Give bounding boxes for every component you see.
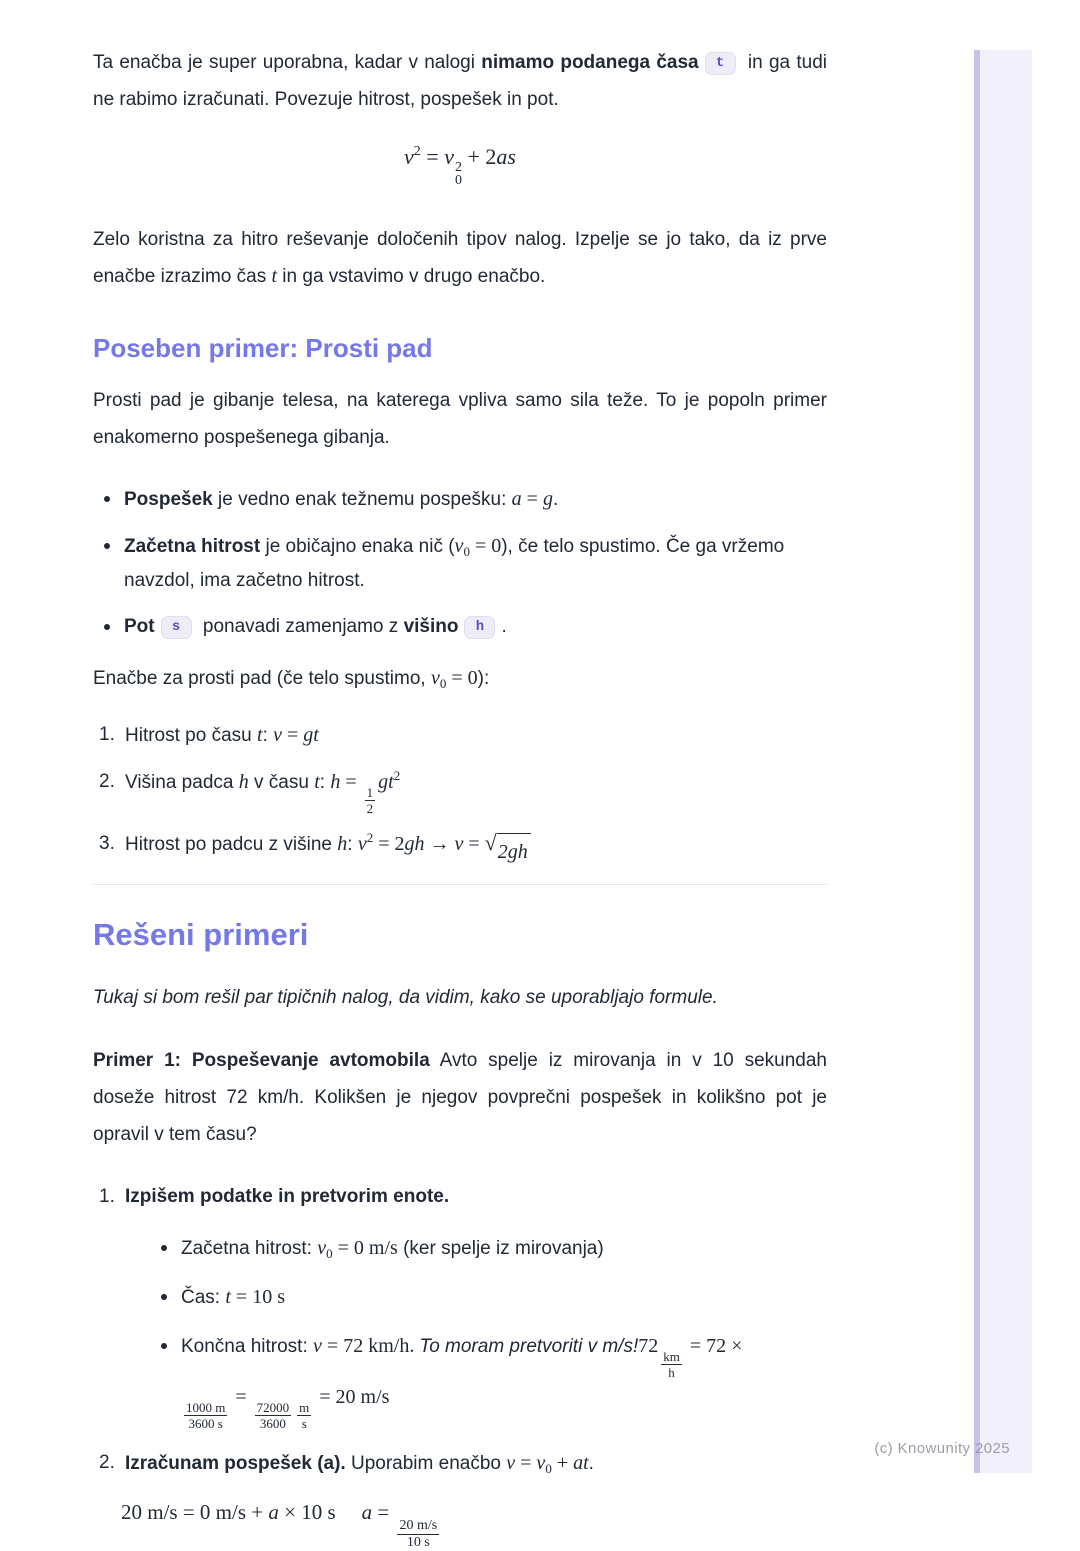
- text-run: Čas:: [181, 1287, 226, 1308]
- list-item-initial-velocity: [93, 529, 827, 598]
- math-var: v: [404, 144, 414, 169]
- math-op: =: [372, 1500, 395, 1524]
- inline-math: $\frac{1000 m}{3600 s}$ = $\frac{72000}{3600}$ $\frac{m}{s}$ = 20 m/s: [186, 1386, 390, 1431]
- list-number: 3.: [99, 833, 115, 854]
- text-run: Začetna hitrost:: [181, 1238, 318, 1259]
- list-item-acceleration: [93, 482, 827, 517]
- inline-math: $v_0 = 0$: [454, 535, 502, 559]
- text-run: Hitrost po padcu z višine: [125, 834, 338, 855]
- math-op: × 10 s: [278, 1500, 336, 1524]
- math-op: + 2: [461, 144, 497, 169]
- text-run: v času: [248, 772, 315, 793]
- square-root: √ 2gh: [485, 833, 531, 870]
- code-badge-s: s: [161, 616, 192, 639]
- text-run: ), če telo spustimo. Če ga vržemo navzdol, ima začetno hitrost.: [124, 536, 785, 591]
- math-sup: 2: [454, 160, 462, 175]
- next-page-edge-preview[interactable]: [974, 50, 1032, 1473]
- text-run: ponavadi zamenjamo z: [197, 616, 404, 637]
- math-var: h: [337, 833, 348, 855]
- math-op: 20 m/s = 0 m/s +: [121, 1500, 269, 1524]
- step-item-data: [93, 1179, 827, 1431]
- text-run: je vedno enak težnemu pospešku:: [212, 489, 512, 510]
- section-divider: [93, 884, 827, 885]
- text-run: :: [319, 772, 331, 793]
- math-var: t: [257, 724, 263, 746]
- italic-note: To moram pretvoriti v m/s!: [419, 1336, 639, 1357]
- math-sub: 0: [454, 173, 462, 188]
- inline-math: h = $\frac{1}{2}$ $gt^2$: [330, 768, 401, 816]
- math-op: =: [420, 144, 445, 169]
- text-run: Višina padca: [125, 772, 239, 793]
- free-fall-properties-list: [93, 482, 827, 644]
- display-formula-v-squared: [93, 144, 827, 187]
- bold-text: nimamo podanega časa: [481, 52, 699, 73]
- equation-item-velocity: [93, 717, 827, 754]
- data-item-time: [153, 1280, 827, 1315]
- bold-text: višino: [403, 616, 459, 637]
- fraction: $\frac{km}{h}$: [663, 1349, 680, 1380]
- paragraph-examples-intro: Tukaj si bom rešil par tipičnih nalog, da vidim, kako se uporabljajo formule.: [93, 987, 718, 1008]
- fraction: $\frac{m}{s}$: [299, 1400, 310, 1431]
- list-number: 2.: [99, 771, 115, 792]
- paragraph-usefulness: [93, 221, 827, 295]
- text-run: in ga vstavimo v drugo enačbo.: [277, 266, 546, 287]
- given-data-list: [153, 1231, 827, 1431]
- math-var: a: [361, 1500, 373, 1524]
- bold-text: Primer 1: Pospeševanje avtomobila: [93, 1050, 430, 1071]
- equation-item-height: [93, 764, 827, 816]
- math-var: v: [444, 144, 454, 169]
- paragraph-equation-intro: [93, 44, 827, 118]
- text-run: in ga tudi ne rabimo izračunati. Povezuje hitrost, pospešek in pot.: [93, 52, 827, 110]
- bullet-icon: [161, 1343, 167, 1349]
- inline-math: $v_0 = 0$ m/s: [317, 1237, 398, 1261]
- text-run: Avto spelje iz mirovanja in v 10 sekundah doseže hitrost 72 km/h. Kolikšen je njegov povprečni pospešek in kolikšno pot je opravil v tem času?: [93, 1050, 827, 1145]
- text-run: ):: [477, 668, 490, 689]
- bullet-icon: [161, 1294, 167, 1300]
- equation-item-impact-velocity: [93, 826, 827, 870]
- text-run: .: [552, 489, 559, 510]
- bold-text: Začetna hitrost: [124, 536, 261, 557]
- inline-math: v = 72 km/h.: [313, 1335, 420, 1357]
- list-number: 2.: [99, 1452, 115, 1473]
- bullet-icon: [161, 1245, 167, 1251]
- list-number: 1.: [99, 1186, 115, 1207]
- fraction: $\frac{1}{2}$: [366, 785, 374, 816]
- free-fall-equations-list: [93, 717, 827, 870]
- solution-steps-list: [93, 1179, 827, 1482]
- text-run: Ta enačba je super uporabna, kadar v nalogi: [93, 52, 482, 73]
- text-run: Hitrost po času: [125, 725, 257, 746]
- code-badge-h: h: [464, 616, 495, 639]
- text-run: Končna hitrost:: [181, 1336, 314, 1357]
- copyright-watermark: (c) Knowunity 2025: [874, 1440, 1010, 1457]
- math-var: t: [314, 771, 320, 793]
- inline-math: $v = v_0$ + at: [506, 1452, 589, 1476]
- list-number: 1.: [99, 724, 115, 745]
- text-run: .: [501, 616, 507, 637]
- list-item-path: [93, 610, 827, 644]
- text-run: je običajno enaka nič (: [260, 536, 455, 557]
- text-run: :: [347, 834, 358, 855]
- text-run: :: [262, 725, 274, 746]
- text-run: Zelo koristna za hitro reševanje določenih tipov nalog. Izpelje se jo tako, da iz prve enačbe izrazimo čas: [93, 229, 827, 287]
- data-item-initial-velocity: [153, 1231, 827, 1266]
- math-var: as: [496, 144, 516, 169]
- bold-text: Izračunam pospešek (a).: [125, 1453, 346, 1474]
- bold-text: Pot: [124, 616, 155, 637]
- math-supsub: [455, 161, 462, 187]
- section-heading-free-fall: Poseben primer: Prosti pad: [93, 333, 433, 363]
- text-run: .: [588, 1453, 594, 1474]
- bullet-icon: [104, 496, 110, 502]
- inline-math: $v^2 = 2gh \to v$ = √ 2gh: [358, 833, 531, 855]
- fraction: $\frac{20 m/s}{10 s}$: [399, 1518, 438, 1550]
- bullet-icon: [104, 624, 110, 630]
- acceleration-calculation-equation: [121, 1500, 827, 1551]
- text-run: Uporabim enačbo: [345, 1453, 507, 1474]
- step-item-acceleration: [93, 1445, 827, 1482]
- fraction: $\frac{72000}{3600}$: [256, 1400, 290, 1431]
- inline-math: t = 10 s: [225, 1286, 285, 1308]
- math-var: a: [268, 1500, 279, 1524]
- inline-math: a = g: [511, 488, 553, 510]
- inline-math: $v_0 = 0$: [430, 667, 478, 691]
- fraction: $\frac{1000 m}{3600 s}$: [186, 1400, 226, 1431]
- math-var: h: [238, 771, 249, 793]
- paragraph-free-fall-def: Prosti pad je gibanje telesa, na katerega vpliva samo sila teže. To je popoln primer enakomerno pospešenega gibanja.: [93, 390, 827, 448]
- inline-math: v = gt: [273, 724, 319, 746]
- math-sup: 2: [413, 144, 421, 159]
- paragraph-example-1: [93, 1042, 827, 1153]
- text-run: Enačbe za prosti pad (če telo spustimo,: [93, 668, 431, 689]
- section-heading-solved-examples: Rešeni primeri: [93, 917, 309, 952]
- inline-math: 72 $\frac{km}{h}$ = 72 ×: [638, 1335, 743, 1380]
- math-var: t: [271, 265, 278, 287]
- text-run: (ker spelje iz mirovanja): [397, 1238, 604, 1259]
- page-content: [93, 0, 827, 1551]
- data-item-final-velocity: [153, 1329, 827, 1431]
- bullet-icon: [104, 543, 110, 549]
- paragraph-equations-intro: [93, 660, 827, 697]
- code-badge-t: t: [705, 52, 736, 75]
- bold-text: Izpišem podatke in pretvorim enote.: [125, 1186, 450, 1207]
- bold-text: Pospešek: [124, 489, 213, 510]
